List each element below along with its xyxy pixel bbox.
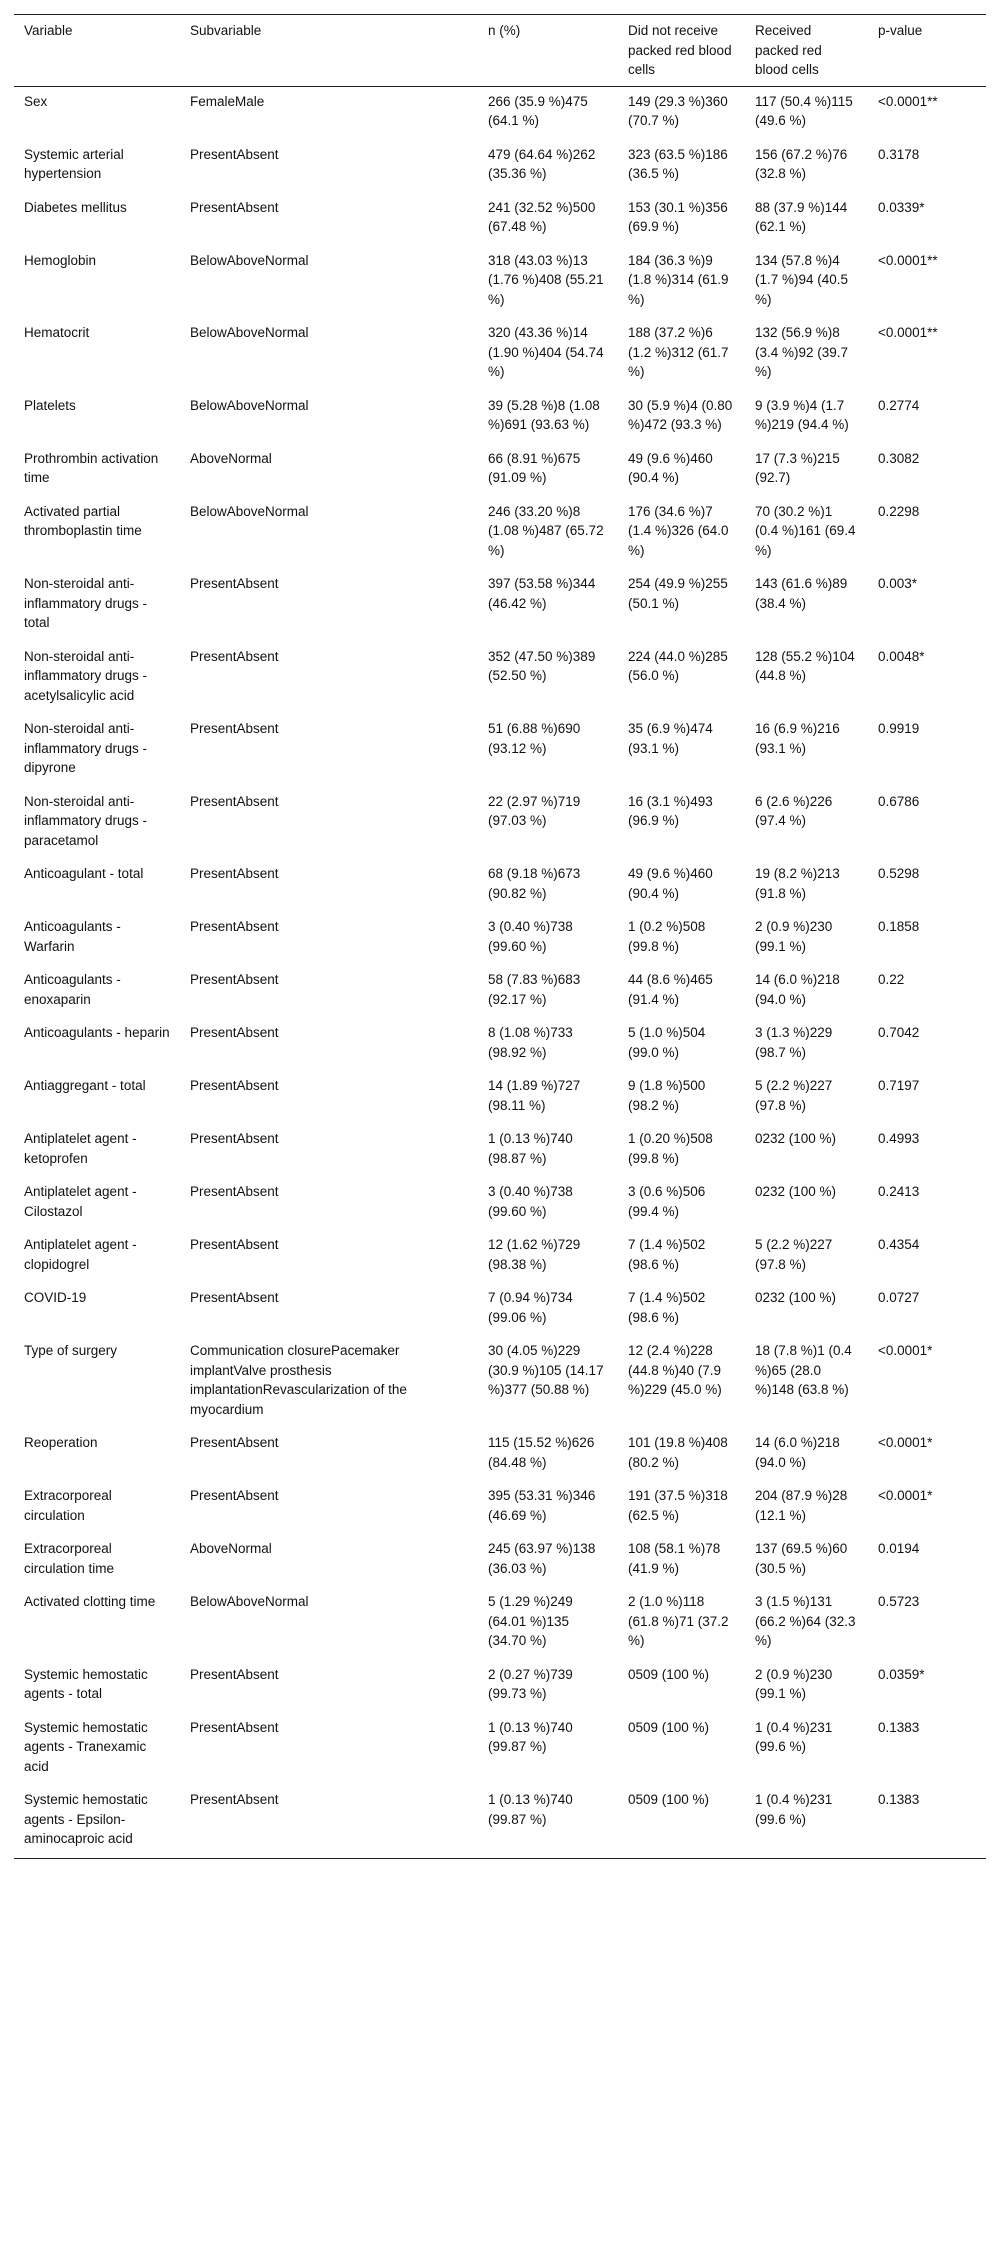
table-row xyxy=(14,1177,986,1230)
cell-p-value: 0.2774 xyxy=(878,397,920,413)
cell-p-value: 0.0048* xyxy=(878,648,925,664)
cell-received: 0232 (100 %) xyxy=(755,1290,837,1305)
header-did-not-receive: Did not receive packed red blood cells xyxy=(628,23,732,77)
cell-did-not-receive: 3 (0.6 %)506 (99.4 %) xyxy=(628,1184,706,1219)
header-p-value: p-value xyxy=(878,23,923,38)
cell-n-percent: 66 (8.91 %)675 (91.09 %) xyxy=(488,450,581,485)
header-row xyxy=(14,15,986,87)
cell-received: 14 (6.0 %)218 (94.0 %) xyxy=(755,972,840,1007)
cell-subvariable: PresentAbsent xyxy=(190,866,279,881)
cell-did-not-receive: 2 (1.0 %)118 (61.8 %)71 (37.2 %) xyxy=(628,1594,729,1648)
table-row xyxy=(14,1336,986,1428)
cell-received: 3 (1.5 %)131 (66.2 %)64 (32.3 %) xyxy=(755,1594,856,1648)
cell-did-not-receive: 149 (29.3 %)360 (70.7 %) xyxy=(628,93,728,128)
cell-p-value: 0.5723 xyxy=(878,1594,920,1609)
table-row xyxy=(14,1283,986,1336)
cell-p-value: 0.0359* xyxy=(878,1666,925,1682)
cell-p-value: 0.9919 xyxy=(878,721,920,736)
cell-n-percent: 479 (64.64 %)262 (35.36 %) xyxy=(488,146,596,181)
cell-received: 0232 (100 %) xyxy=(755,1131,837,1146)
cell-received: 2 (0.9 %)230 (99.1 %) xyxy=(755,919,833,954)
cell-did-not-receive: 0509 (100 %) xyxy=(628,1792,710,1807)
cell-variable: Platelets xyxy=(24,397,76,413)
cell-p-value: 0.2413 xyxy=(878,1184,920,1199)
cell-n-percent: 115 (15.52 %)626 (84.48 %) xyxy=(488,1435,595,1470)
cell-p-value: 0.3082 xyxy=(878,450,920,466)
table-row xyxy=(14,569,986,642)
cell-variable: Anticoagulant - total xyxy=(24,866,144,881)
cell-variable: Non-steroidal anti-inflammatory drugs - acetylsalicylic acid xyxy=(24,648,148,703)
cell-received: 2 (0.9 %)230 (99.1 %) xyxy=(755,1666,833,1701)
header-n-percent: n (%) xyxy=(488,23,521,38)
table-row xyxy=(14,1124,986,1177)
table-row xyxy=(14,318,986,391)
cell-subvariable: PresentAbsent xyxy=(190,972,279,987)
cell-subvariable: BelowAboveNormal xyxy=(190,397,309,413)
cell-did-not-receive: 176 (34.6 %)7 (1.4 %)326 (64.0 %) xyxy=(628,503,729,558)
cell-n-percent: 7 (0.94 %)734 (99.06 %) xyxy=(488,1290,573,1325)
table-row xyxy=(14,193,986,246)
cell-n-percent: 1 (0.13 %)740 (99.87 %) xyxy=(488,1792,573,1827)
cell-received: 134 (57.8 %)4 (1.7 %)94 (40.5 %) xyxy=(755,252,849,307)
cell-n-percent: 12 (1.62 %)729 (98.38 %) xyxy=(488,1237,581,1272)
cell-subvariable: BelowAboveNormal xyxy=(190,503,309,519)
cell-subvariable: PresentAbsent xyxy=(190,1131,279,1146)
cell-n-percent: 266 (35.9 %)475 (64.1 %) xyxy=(488,93,588,128)
cell-received: 88 (37.9 %)144 (62.1 %) xyxy=(755,199,848,234)
cell-did-not-receive: 224 (44.0 %)285 (56.0 %) xyxy=(628,648,728,683)
table-row xyxy=(14,912,986,965)
cell-variable: Anticoagulants - Warfarin xyxy=(24,919,121,954)
table-body xyxy=(14,86,986,1858)
cell-subvariable: AboveNormal xyxy=(190,450,272,466)
cell-variable: Anticoagulants - enoxaparin xyxy=(24,972,121,1007)
cell-subvariable: PresentAbsent xyxy=(190,648,279,664)
cell-variable: Systemic hemostatic agents - total xyxy=(24,1666,148,1701)
cell-did-not-receive: 35 (6.9 %)474 (93.1 %) xyxy=(628,721,713,756)
cell-received: 5 (2.2 %)227 (97.8 %) xyxy=(755,1078,833,1113)
cell-variable: Type of surgery xyxy=(24,1343,118,1358)
cell-n-percent: 241 (32.52 %)500 (67.48 %) xyxy=(488,199,596,234)
cell-received: 132 (56.9 %)8 (3.4 %)92 (39.7 %) xyxy=(755,325,849,379)
cell-received: 19 (8.2 %)213 (91.8 %) xyxy=(755,866,840,901)
cell-did-not-receive: 191 (37.5 %)318 (62.5 %) xyxy=(628,1488,728,1523)
cell-did-not-receive: 7 (1.4 %)502 (98.6 %) xyxy=(628,1290,706,1325)
cell-p-value: 0.2298 xyxy=(878,503,920,519)
cell-received: 6 (2.6 %)226 (97.4 %) xyxy=(755,793,833,828)
cell-variable: Activated partial thromboplastin time xyxy=(24,503,142,538)
cell-subvariable: BelowAboveNormal xyxy=(190,325,309,340)
cell-p-value: 0.7197 xyxy=(878,1078,920,1093)
cell-subvariable: PresentAbsent xyxy=(190,1025,279,1040)
cell-variable: Hematocrit xyxy=(24,325,90,340)
header-subvariable: Subvariable xyxy=(190,23,262,38)
table-row xyxy=(14,642,986,715)
cell-p-value: 0.4993 xyxy=(878,1131,920,1146)
cell-subvariable: PresentAbsent xyxy=(190,793,279,809)
cell-variable: Antiaggregant - total xyxy=(24,1078,146,1093)
cell-n-percent: 3 (0.40 %)738 (99.60 %) xyxy=(488,1184,573,1219)
cell-p-value: 0.0339* xyxy=(878,199,925,215)
cell-subvariable: PresentAbsent xyxy=(190,1666,279,1682)
cell-n-percent: 1 (0.13 %)740 (98.87 %) xyxy=(488,1131,573,1166)
cell-received: 156 (67.2 %)76 (32.8 %) xyxy=(755,146,848,181)
cell-did-not-receive: 12 (2.4 %)228 (44.8 %)40 (7.9 %)229 (45.0 %) xyxy=(628,1343,722,1397)
cell-did-not-receive: 0509 (100 %) xyxy=(628,1719,710,1735)
cell-received: 17 (7.3 %)215 (92.7) xyxy=(755,450,840,485)
cell-variable: Antiplatelet agent - clopidogrel xyxy=(24,1237,137,1272)
cell-p-value: 0.7042 xyxy=(878,1025,920,1040)
cell-p-value: 0.0194 xyxy=(878,1541,920,1556)
cell-p-value: <0.0001* xyxy=(878,1488,933,1503)
table-row xyxy=(14,965,986,1018)
cell-n-percent: 30 (4.05 %)229 (30.9 %)105 (14.17 %)377 (50.88 %) xyxy=(488,1343,604,1397)
cell-p-value: <0.0001* xyxy=(878,1435,933,1450)
cell-received: 5 (2.2 %)227 (97.8 %) xyxy=(755,1237,833,1272)
table-row xyxy=(14,86,986,140)
cell-variable: Reoperation xyxy=(24,1435,98,1450)
cell-variable: Sex xyxy=(24,93,48,109)
header-received: Received packed red blood cells xyxy=(755,23,822,77)
cell-variable: Antiplatelet agent - ketoprofen xyxy=(24,1131,137,1166)
cell-p-value: 0.5298 xyxy=(878,866,920,881)
cell-subvariable: PresentAbsent xyxy=(190,199,279,215)
cell-variable: Hemoglobin xyxy=(24,252,97,268)
cell-did-not-receive: 323 (63.5 %)186 (36.5 %) xyxy=(628,146,728,181)
cell-subvariable: PresentAbsent xyxy=(190,721,279,736)
cell-n-percent: 318 (43.03 %)13 (1.76 %)408 (55.21 %) xyxy=(488,252,604,307)
table-row xyxy=(14,787,986,860)
cell-variable: Systemic arterial hypertension xyxy=(24,146,124,181)
cell-subvariable: FemaleMale xyxy=(190,93,265,109)
cell-subvariable: PresentAbsent xyxy=(190,1792,279,1807)
cell-subvariable: PresentAbsent xyxy=(190,1184,279,1199)
cell-subvariable: PresentAbsent xyxy=(190,146,279,162)
document-page xyxy=(14,14,986,1859)
cell-received: 128 (55.2 %)104 (44.8 %) xyxy=(755,648,855,683)
cell-variable: Diabetes mellitus xyxy=(24,199,127,215)
cell-variable: Antiplatelet agent - Cilostazol xyxy=(24,1184,137,1219)
table-row xyxy=(14,1018,986,1071)
table-row xyxy=(14,140,986,193)
cell-did-not-receive: 0509 (100 %) xyxy=(628,1666,710,1682)
cell-received: 14 (6.0 %)218 (94.0 %) xyxy=(755,1435,840,1470)
cell-p-value: 0.6786 xyxy=(878,793,920,809)
cell-did-not-receive: 9 (1.8 %)500 (98.2 %) xyxy=(628,1078,706,1113)
cell-did-not-receive: 153 (30.1 %)356 (69.9 %) xyxy=(628,199,728,234)
cell-did-not-receive: 1 (0.2 %)508 (99.8 %) xyxy=(628,919,706,954)
cell-n-percent: 397 (53.58 %)344 (46.42 %) xyxy=(488,576,596,611)
cell-did-not-receive: 49 (9.6 %)460 (90.4 %) xyxy=(628,866,713,901)
cell-received: 18 (7.8 %)1 (0.4 %)65 (28.0 %)148 (63.8 %) xyxy=(755,1343,852,1397)
cell-did-not-receive: 5 (1.0 %)504 (99.0 %) xyxy=(628,1025,706,1060)
cell-subvariable: BelowAboveNormal xyxy=(190,1594,309,1609)
header-variable: Variable xyxy=(24,23,73,38)
cell-subvariable: PresentAbsent xyxy=(190,919,279,934)
cell-n-percent: 5 (1.29 %)249 (64.01 %)135 (34.70 %) xyxy=(488,1594,573,1648)
cell-subvariable: PresentAbsent xyxy=(190,1290,279,1305)
cell-p-value: <0.0001* xyxy=(878,1343,933,1358)
cell-variable: Prothrombin activation time xyxy=(24,450,159,485)
table-row xyxy=(14,246,986,319)
cell-received: 3 (1.3 %)229 (98.7 %) xyxy=(755,1025,833,1060)
cell-p-value: 0.1858 xyxy=(878,919,920,934)
cell-did-not-receive: 1 (0.20 %)508 (99.8 %) xyxy=(628,1131,713,1166)
cell-received: 0232 (100 %) xyxy=(755,1184,837,1199)
cell-p-value: <0.0001** xyxy=(878,252,938,268)
cell-received: 1 (0.4 %)231 (99.6 %) xyxy=(755,1719,833,1754)
cell-subvariable: PresentAbsent xyxy=(190,576,279,591)
cell-p-value: 0.4354 xyxy=(878,1237,920,1252)
cell-variable: Non-steroidal anti-inflammatory drugs - paracetamol xyxy=(24,793,148,848)
cell-n-percent: 246 (33.20 %)8 (1.08 %)487 (65.72 %) xyxy=(488,503,604,558)
cell-did-not-receive: 44 (8.6 %)465 (91.4 %) xyxy=(628,972,713,1007)
cell-received: 137 (69.5 %)60 (30.5 %) xyxy=(755,1541,848,1576)
table-header xyxy=(14,15,986,87)
cell-p-value: 0.3178 xyxy=(878,146,920,162)
cell-variable: Anticoagulants - heparin xyxy=(24,1025,170,1040)
cell-variable: Extracorporeal circulation time xyxy=(24,1541,115,1576)
cell-variable: Systemic hemostatic agents - Epsilon-aminocaproic acid xyxy=(24,1792,148,1846)
cell-received: 16 (6.9 %)216 (93.1 %) xyxy=(755,721,840,756)
cell-p-value: 0.003* xyxy=(878,576,918,591)
cell-did-not-receive: 184 (36.3 %)9 (1.8 %)314 (61.9 %) xyxy=(628,252,729,307)
cell-n-percent: 14 (1.89 %)727 (98.11 %) xyxy=(488,1078,581,1113)
table-row xyxy=(14,1481,986,1534)
table-row xyxy=(14,714,986,787)
table-row xyxy=(14,391,986,444)
cell-received: 1 (0.4 %)231 (99.6 %) xyxy=(755,1792,833,1827)
data-table xyxy=(14,14,986,1859)
cell-variable: Systemic hemostatic agents - Tranexamic acid xyxy=(24,1719,148,1774)
cell-received: 204 (87.9 %)28 (12.1 %) xyxy=(755,1488,848,1523)
cell-n-percent: 68 (9.18 %)673 (90.82 %) xyxy=(488,866,581,901)
cell-n-percent: 320 (43.36 %)14 (1.90 %)404 (54.74 %) xyxy=(488,325,604,379)
cell-received: 9 (3.9 %)4 (1.7 %)219 (94.4 %) xyxy=(755,397,849,432)
cell-did-not-receive: 108 (58.1 %)78 (41.9 %) xyxy=(628,1541,721,1576)
cell-subvariable: BelowAboveNormal xyxy=(190,252,309,268)
cell-p-value: <0.0001** xyxy=(878,93,938,109)
cell-n-percent: 22 (2.97 %)719 (97.03 %) xyxy=(488,793,581,828)
cell-subvariable: AboveNormal xyxy=(190,1541,272,1556)
cell-n-percent: 352 (47.50 %)389 (52.50 %) xyxy=(488,648,596,683)
cell-subvariable: PresentAbsent xyxy=(190,1237,279,1252)
cell-did-not-receive: 7 (1.4 %)502 (98.6 %) xyxy=(628,1237,706,1272)
cell-n-percent: 1 (0.13 %)740 (99.87 %) xyxy=(488,1719,573,1754)
cell-variable: Activated clotting time xyxy=(24,1594,156,1609)
cell-did-not-receive: 101 (19.8 %)408 (80.2 %) xyxy=(628,1435,728,1470)
cell-p-value: 0.0727 xyxy=(878,1290,920,1305)
cell-subvariable: PresentAbsent xyxy=(190,1488,279,1503)
cell-n-percent: 395 (53.31 %)346 (46.69 %) xyxy=(488,1488,596,1523)
cell-n-percent: 3 (0.40 %)738 (99.60 %) xyxy=(488,919,573,954)
table-row xyxy=(14,1428,986,1481)
cell-p-value: <0.0001** xyxy=(878,325,938,340)
cell-variable: Non-steroidal anti-inflammatory drugs - dipyrone xyxy=(24,721,148,775)
cell-received: 117 (50.4 %)115 (49.6 %) xyxy=(755,93,853,128)
cell-received: 70 (30.2 %)1 (0.4 %)161 (69.4 %) xyxy=(755,503,856,558)
table-row xyxy=(14,859,986,912)
cell-subvariable: Communication closurePacemaker implantValve prosthesis implantationRevascularization of the myocardium xyxy=(190,1343,407,1417)
cell-p-value: 0.1383 xyxy=(878,1719,920,1735)
cell-subvariable: PresentAbsent xyxy=(190,1078,279,1093)
table-row xyxy=(14,1230,986,1283)
cell-subvariable: PresentAbsent xyxy=(190,1719,279,1735)
table-row xyxy=(14,444,986,497)
cell-subvariable: PresentAbsent xyxy=(190,1435,279,1450)
cell-variable: COVID-19 xyxy=(24,1290,87,1305)
cell-variable: Non-steroidal anti-inflammatory drugs - total xyxy=(24,576,148,630)
cell-did-not-receive: 49 (9.6 %)460 (90.4 %) xyxy=(628,450,713,485)
cell-p-value: 0.22 xyxy=(878,972,905,987)
table-row xyxy=(14,1713,986,1786)
cell-did-not-receive: 16 (3.1 %)493 (96.9 %) xyxy=(628,793,713,828)
cell-n-percent: 39 (5.28 %)8 (1.08 %)691 (93.63 %) xyxy=(488,397,600,432)
table-row xyxy=(14,1785,986,1858)
cell-n-percent: 245 (63.97 %)138 (36.03 %) xyxy=(488,1541,596,1576)
cell-n-percent: 2 (0.27 %)739 (99.73 %) xyxy=(488,1666,573,1701)
table-row xyxy=(14,497,986,570)
cell-did-not-receive: 30 (5.9 %)4 (0.80 %)472 (93.3 %) xyxy=(628,397,733,432)
table-row xyxy=(14,1534,986,1587)
cell-n-percent: 51 (6.88 %)690 (93.12 %) xyxy=(488,721,581,756)
cell-variable: Extracorporeal circulation xyxy=(24,1488,112,1523)
cell-did-not-receive: 188 (37.2 %)6 (1.2 %)312 (61.7 %) xyxy=(628,325,729,379)
table-row xyxy=(14,1587,986,1660)
cell-n-percent: 8 (1.08 %)733 (98.92 %) xyxy=(488,1025,573,1060)
table-row xyxy=(14,1071,986,1124)
table-row xyxy=(14,1660,986,1713)
cell-did-not-receive: 254 (49.9 %)255 (50.1 %) xyxy=(628,576,728,611)
cell-p-value: 0.1383 xyxy=(878,1792,920,1807)
cell-received: 143 (61.6 %)89 (38.4 %) xyxy=(755,576,848,611)
cell-n-percent: 58 (7.83 %)683 (92.17 %) xyxy=(488,972,581,1007)
